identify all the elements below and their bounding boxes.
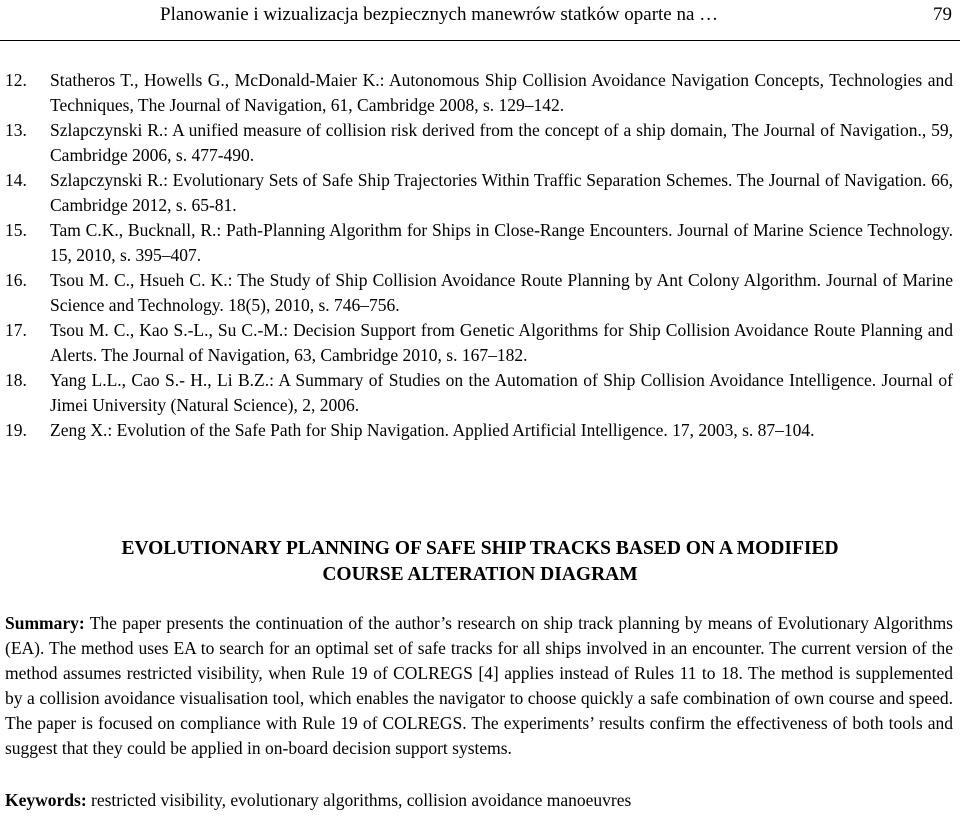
- article-title: [0, 536, 960, 588]
- article-title-line: EVOLUTIONARY PLANNING OF SAFE SHIP TRACKS BASED ON A MODIFIED: [121, 538, 839, 559]
- keywords-text: restricted visibility, evolutionary algorithms, collision avoidance manoeuvres: [86, 790, 632, 810]
- reference-text: Tsou M. C., Hsueh C. K.: The Study of Ship Collision Avoidance Route Planning by Ant Colony Algorithm. Journal of Marine Science and Technology. 18(5), 2010, s. 746–756.: [50, 270, 953, 315]
- reference-number: 16.: [5, 270, 27, 290]
- reference-item: [5, 68, 953, 118]
- reference-text: Tsou M. C., Kao S.-L., Su C.-M.: Decision Support from Genetic Algorithms for Ship Collision Avoidance Route Planning and Alerts. The Journal of Navigation, 63, Cambridge 2010, s. 167–182.: [50, 320, 953, 365]
- running-title: Planowanie i wizualizacja bezpiecznych manewrów statków oparte na …: [160, 4, 719, 25]
- reference-item: [5, 218, 953, 268]
- reference-number: 19.: [5, 420, 27, 440]
- article-title-line: COURSE ALTERATION DIAGRAM: [322, 564, 638, 585]
- reference-number: 15.: [5, 220, 27, 240]
- reference-list: [5, 68, 953, 443]
- reference-text: Statheros T., Howells G., McDonald-Maier K.: Autonomous Ship Collision Avoidance Navigation Concepts, Technologies and Techniques, The Journal of Navigation, 61, Cambridge 2008, s. 129–142.: [50, 70, 953, 115]
- keywords-label: Keywords:: [5, 790, 87, 810]
- summary-text: The paper presents the continuation of the author’s research on ship track planning by means of Evolutionary Algorithms (EA). The method uses EA to search for an optimal set of safe tracks for all ships involved in an encounter. The current version of the method assumes restricted visibility, when Rule 19 of COLREGS [4] applies instead of Rules 11 to 18. The method is supplemented by a collision avoidance visualisation tool, which enables the navigator to choose quickly a safe combination of own course and speed. The paper is focused on compliance with Rule 19 of COLREGS. The experiments’ results confirm the effectiveness of both tools and suggest that they could be applied in on-board decision support systems.: [5, 613, 953, 758]
- reference-number: 12.: [5, 70, 27, 90]
- reference-text: Tam C.K., Bucknall, R.: Path-Planning Algorithm for Ships in Close-Range Encounters. Journal of Marine Science Technology. 15, 2010, s. 395–407.: [50, 220, 953, 265]
- reference-item: [5, 418, 953, 443]
- keywords-line: [5, 788, 953, 813]
- reference-number: 18.: [5, 370, 27, 390]
- reference-item: [5, 118, 953, 168]
- reference-number: 17.: [5, 320, 27, 340]
- running-header: [0, 0, 960, 41]
- reference-text: Szlapczynski R.: A unified measure of collision risk derived from the concept of a ship domain, The Journal of Navigation., 59, Cambridge 2006, s. 477-490.: [50, 120, 953, 165]
- reference-item: [5, 318, 953, 368]
- summary-paragraph: [5, 611, 953, 761]
- reference-item: [5, 168, 953, 218]
- reference-text: Yang L.L., Cao S.- H., Li B.Z.: A Summary of Studies on the Automation of Ship Collision Avoidance Intelligence. Journal of Jimei University (Natural Science), 2, 2006.: [50, 370, 953, 415]
- reference-text: Zeng X.: Evolution of the Safe Path for Ship Navigation. Applied Artificial Intelligence. 17, 2003, s. 87–104.: [50, 420, 815, 440]
- reference-text: Szlapczynski R.: Evolutionary Sets of Safe Ship Trajectories Within Traffic Separation Schemes. The Journal of Navigation. 66, Cambridge 2012, s. 65-81.: [50, 170, 953, 215]
- reference-number: 14.: [5, 170, 27, 190]
- reference-item: [5, 368, 953, 418]
- reference-item: [5, 268, 953, 318]
- summary-label: Summary:: [5, 613, 85, 633]
- page-number: 79: [933, 4, 952, 25]
- reference-number: 13.: [5, 120, 27, 140]
